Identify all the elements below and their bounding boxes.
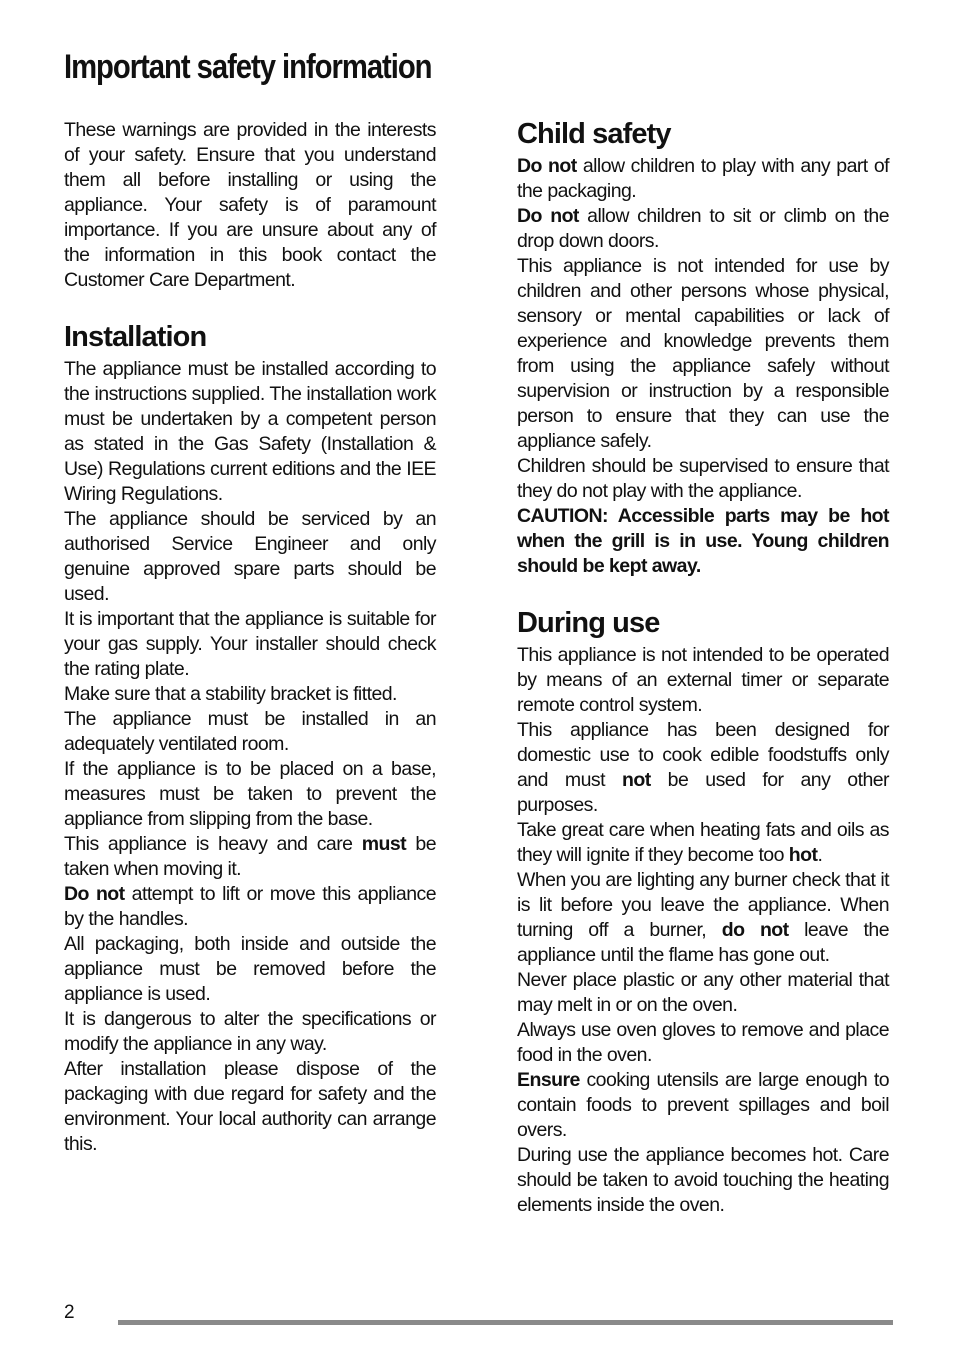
page-title: Important safety information [64,48,432,86]
installation-paragraph: It is important that the appliance is suitable for your gas supply. Your installer should check the rating plate. [64,608,436,680]
emphasis-text: Ensure [517,1069,580,1091]
during-use-paragraph: During use the appliance becomes hot. Care should be taken to avoid touching the heating elements inside the oven. [517,1144,889,1216]
during-use-paragraph [517,818,889,868]
text-run: This appliance has been designed for domestic use to cook edible foodstuffs only and must [517,719,889,791]
child-safety-paragraph [517,204,889,254]
emphasis-text: not [621,769,651,791]
emphasis-text: Do not [517,155,577,177]
text-run: attempt to lift or move this appliance by the handles. [64,883,436,930]
text-run: be used for any other purposes. [517,769,889,816]
installation-heading: Installation [64,321,207,353]
installation-paragraph: The appliance must be installed according to the instructions supplied. The installation work must be undertaken by a competent person as stated in the Gas Safety (Installation & Use) Regulations current editions and the IEE Wiring Regulations. [64,358,436,505]
emphasis-text: hot [788,844,818,866]
text-run: allow children to sit or climb on the drop down doors. [517,205,889,252]
text-run: When you are lighting any burner check that it is lit before you leave the appliance. When turning off a burner, [517,869,889,941]
installation-paragraph [64,832,436,882]
child-safety-paragraph: This appliance is not intended for use by children and other persons whose physical, sensory or mental capabilities or lack of experience and knowledge prevents them from using the appliance safely without supervision or instruction by a responsible person to ensure that they can use the appliance safely. [517,255,889,452]
child-safety-paragraph: Children should be supervised to ensure that they do not play with the appliance. [517,455,889,502]
installation-paragraph: The appliance should be serviced by an authorised Service Engineer and only genuine approved spare parts should be used. [64,508,436,605]
during-use-paragraph [517,718,889,818]
emphasis-text: must [361,833,407,855]
text-run: . [817,844,823,866]
text-run: Take great care when heating fats and oils as they will ignite if they become too [517,819,889,866]
caution-paragraph [517,504,889,579]
child-safety-heading: Child safety [517,118,671,150]
left-column [64,118,436,1157]
during-use-heading: During use [517,607,660,639]
intro-paragraph: These warnings are provided in the interests of your safety. Ensure that you understand them all before installing or using the appliance. Your safety is of paramount importance. If you are unsure about any of the information in this book contact the Customer Care Department. [64,119,436,291]
child-safety-paragraph [517,154,889,204]
installation-paragraph [64,882,436,932]
installation-paragraph: All packaging, both inside and outside the appliance must be removed before the appliance is used. [64,933,436,1005]
emphasis-text: Do not [64,883,125,905]
caution-text: CAUTION: Accessible parts may be hot when the grill is in use. Young children should be kept away. [517,505,889,577]
emphasis-text: do not [721,919,789,941]
during-use-paragraph: This appliance is not intended to be operated by means of an external timer or separate remote control system. [517,644,889,716]
during-use-paragraph: Always use oven gloves to remove and place food in the oven. [517,1019,889,1066]
installation-paragraph: The appliance must be installed in an adequately ventilated room. [64,708,436,755]
installation-paragraph: After installation please dispose of the packaging with due regard for safety and the environment. Your local authority can arrange this. [64,1058,436,1155]
during-use-paragraph [517,1068,889,1143]
text-run: be taken when moving it. [64,833,436,880]
during-use-paragraph: Never place plastic or any other material that may melt in or on the oven. [517,969,889,1016]
right-column [517,116,889,1218]
installation-paragraph: If the appliance is to be placed on a base, measures must be taken to prevent the appliance from slipping from the base. [64,758,436,830]
emphasis-text: Do not [517,205,579,227]
text-run: This appliance is heavy and care [64,833,362,855]
page-number: 2 [64,1302,75,1323]
text-run: allow children to play with any part of the packaging. [517,155,889,202]
footer-divider [118,1320,893,1325]
during-use-paragraph [517,868,889,968]
text-run: cooking utensils are large enough to contain foods to prevent spillages and boil overs. [517,1069,889,1141]
installation-paragraph: It is dangerous to alter the specifications or modify the appliance in any way. [64,1008,436,1055]
installation-paragraph: Make sure that a stability bracket is fitted. [64,683,397,705]
text-run: leave the appliance until the flame has gone out. [517,919,889,966]
